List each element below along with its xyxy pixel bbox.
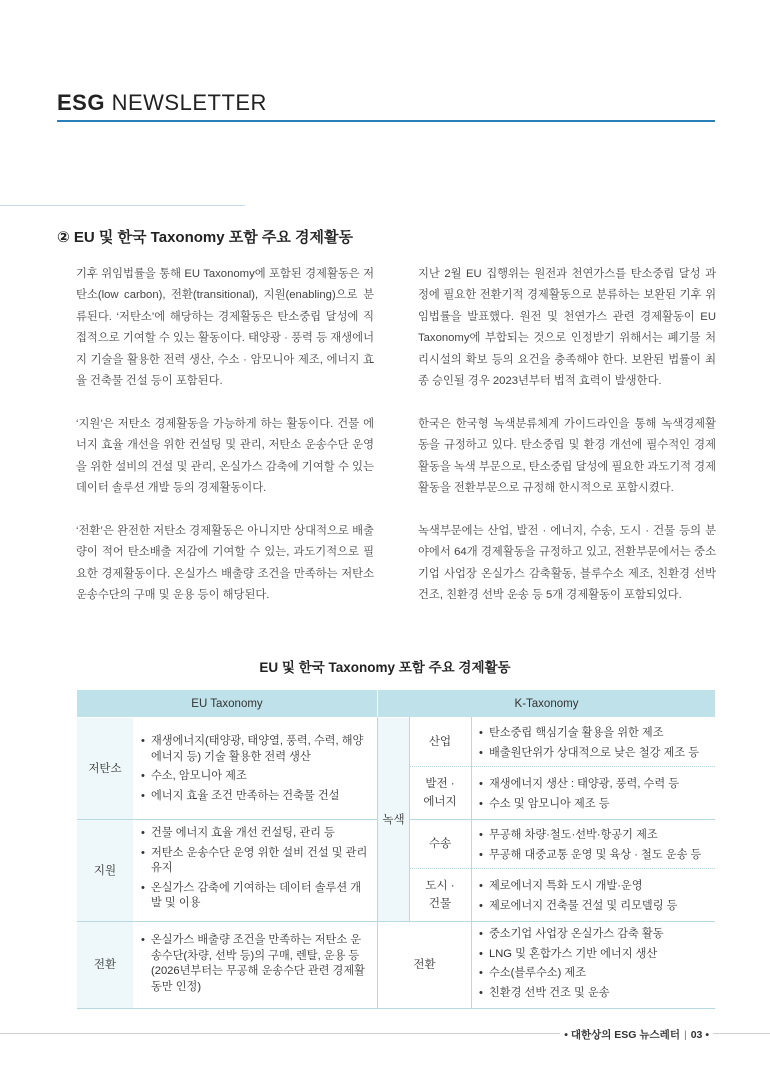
k-label-transition: 전환: [413, 959, 436, 971]
row-divider: [409, 819, 715, 820]
newsletter-title: [57, 90, 267, 116]
list-item: • 온실가스 감축에 기여하는 데이터 솔루션 개발 및 이용: [141, 881, 369, 912]
header-divider: [377, 690, 378, 717]
eu-label-enabling: 지원: [77, 820, 133, 921]
bullet-icon: •: [564, 1029, 568, 1041]
k-taxonomy-header: K-Taxonomy: [378, 690, 715, 717]
column-divider: [377, 717, 378, 1008]
list-item: • 수소 및 암모니아 제조 등: [479, 797, 715, 813]
eu-enabling-list: [141, 826, 369, 916]
list-item: • LNG 및 혼합가스 기반 에너지 생산: [479, 947, 715, 963]
k-city-building-list: [479, 879, 715, 918]
footer-separator: |: [683, 1029, 687, 1041]
k-label-power-energy: 발전 · 에너지: [423, 778, 457, 808]
list-item: • 수소(블루수소) 제조: [479, 966, 715, 982]
eu-low-carbon-list: [141, 734, 369, 808]
right-column: [418, 264, 716, 628]
k-label-green: 녹색: [378, 718, 409, 921]
k-power-energy-list: [479, 777, 715, 816]
list-item: • 수소, 암모니아 제조: [141, 769, 369, 785]
k-label-transport: 수송: [428, 838, 452, 850]
list-item: • 재생에너지(태양광, 태양열, 풍력, 수력, 해양에너지 등) 기술 활용한 전력 생산: [141, 734, 369, 765]
left-paragraph-1: 기후 위임법률을 통해 EU Taxonomy에 포함된 경제활동은 저탄소(low carbon), 전환(transitional), 지원(enabling)으로 분류된다. ‘저탄소’에 해당하는 경제활동은 탄소중립 달성에 직접적으로 기여할 수 있는 활동이다. 태양광 · 풍력 등 재생에너지 기술을 활용한 전력 생산, 수소 · 암모니아 제조, 에너지 효율 건축물 건설 등이 포함된다.: [76, 268, 374, 388]
list-item: • 무공해 차량·철도·선박·항공기 제조: [479, 828, 715, 844]
left-paragraph-3: ‘전환’은 완전한 저탄소 경제활동은 아니지만 상대적으로 배출량이 적어 탄소배출 저감에 기여할 수 있는, 과도기적으로 필요한 경제활동이다. 온실가스 배출량 조건을 만족하는 저탄소 운송수단의 구매 및 운용 등이 해당된다.: [76, 524, 374, 602]
eu-taxonomy-header: EU Taxonomy: [77, 690, 377, 717]
eu-label-transitional: 전환: [77, 922, 133, 1008]
row-divider: [409, 868, 715, 869]
row-divider: [77, 921, 715, 922]
list-item: • 탄소중립 핵심기술 활용을 위한 제조: [479, 726, 715, 742]
right-paragraph-3: 녹색부문에는 산업, 발전 · 에너지, 수송, 도시 · 건물 등의 분야에서 64개 경제활동을 규정하고 있고, 전환부문에서는 중소기업 사업장 온실가스 감축활동, 블루수소 제조, 친환경 선박 건조, 친환경 선박 운송 등 5개 경제활동이 포함되었다.: [418, 524, 716, 602]
k-industry-list: [479, 726, 715, 765]
right-paragraph-2: 한국은 한국형 녹색분류체계 가이드라인을 통해 녹색경제활동을 규정하고 있다. 탄소중립 및 환경 개선에 필수적인 경제활동을 녹색 부문으로, 탄소중립 달성에 필요한 과도기적 경제활동을 전환부문으로 규정해 한시적으로 포함시켰다.: [418, 417, 716, 495]
row-divider: [409, 766, 715, 767]
k-transport-list: [479, 828, 715, 867]
taxonomy-table: [77, 690, 715, 999]
column-divider: [471, 717, 472, 1008]
section-title: ② EU 및 한국 Taxonomy 포함 주요 경제활동: [57, 229, 354, 246]
footer: [560, 1027, 713, 1042]
list-item: • 저탄소 운송수단 운영 위한 설비 건설 및 관리 유지: [141, 846, 369, 877]
row-divider: [77, 819, 377, 820]
bullet-icon: •: [705, 1029, 709, 1041]
list-item: • 친환경 선박 건조 및 운송: [479, 986, 715, 1002]
table-title: EU 및 한국 Taxonomy 포함 주요 경제활동: [259, 660, 511, 675]
title-light: NEWSLETTER: [111, 90, 267, 115]
title-bold: ESG: [57, 90, 105, 115]
left-paragraph-2: ‘지원’은 저탄소 경제활동을 가능하게 하는 활동이다. 건물 에너지 효율 개선을 위한 컨설팅 및 관리, 저탄소 운송수단 운영을 위한 설비의 건설 및 관리, 온실가스 감축에 기여할 수 있는 데이터 솔루션 개발 등의 경제활동이다.: [76, 417, 374, 495]
list-item: • 제로에너지 건축물 건설 및 리모델링 등: [479, 899, 715, 915]
right-paragraph-1: 지난 2월 EU 집행위는 원전과 천연가스를 탄소중립 달성 과정에 필요한 전환기적 경제활동으로 분류하는 보완된 기후 위임법률을 발표했다. 원전 및 천연가스 관련 경제활동이 EU Taxonomy에 부합되는 것으로 인정받기 위해서는 폐기물 처리시설의 확보 등의 요건을 충족해야 한다. 보완된 법률이 최종 승인될 경우 2023년부터 법적 효력이 발생한다.: [418, 268, 716, 388]
list-item: • 배출원단위가 상대적으로 낮은 철강 제조 등: [479, 746, 715, 762]
decorative-divider: [0, 205, 245, 206]
footer-page-number: 03: [690, 1029, 703, 1041]
table-bottom-border: [77, 1008, 715, 1009]
list-item: • 중소기업 사업장 온실가스 감축 활동: [479, 927, 715, 943]
list-item: • 무공해 대중교통 운영 및 육상 · 철도 운송 등: [479, 848, 715, 864]
list-item: • 제로에너지 특화 도시 개발·운영: [479, 879, 715, 895]
list-item: • 에너지 효율 조건 만족하는 건축물 건설: [141, 789, 369, 805]
k-label-industry: 산업: [428, 736, 452, 748]
k-transition-list: [479, 927, 715, 1005]
list-item: • 온실가스 배출량 조건을 만족하는 저탄소 운송수단(차량, 선박 등)의 구매, 렌탈, 운용 등 (2026년부터는 무공해 운송수단 관련 경제활동만 인정): [141, 933, 369, 995]
newsletter-header: [57, 88, 715, 122]
eu-transitional-list: [141, 933, 369, 999]
k-label-city-building: 도시 · 건물: [425, 880, 455, 910]
footer-publication: 대한상의 ESG 뉴스레터: [570, 1029, 680, 1041]
column-divider: [409, 717, 410, 921]
list-item: • 건물 에너지 효율 개선 컨설팅, 관리 등: [141, 826, 369, 842]
list-item: • 재생에너지 생산 : 태양광, 풍력, 수력 등: [479, 777, 715, 793]
eu-label-low-carbon: 저탄소: [77, 718, 133, 819]
left-column: [76, 264, 374, 628]
